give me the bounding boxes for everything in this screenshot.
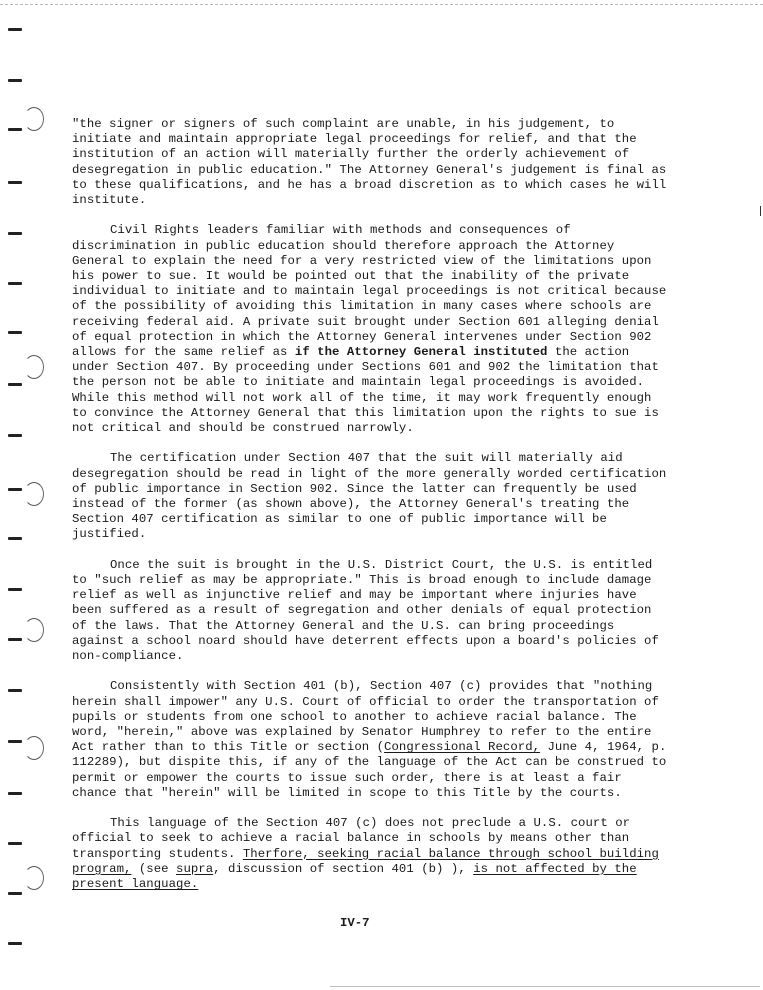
- emphasis-text: if the Attorney General instituted: [294, 345, 548, 360]
- margin-mark: [8, 331, 22, 334]
- punch-hole: [24, 618, 44, 642]
- paragraph-district-court: [72, 558, 672, 664]
- punch-hole: [24, 107, 44, 131]
- margin-mark: [8, 383, 22, 386]
- paragraph-text: (see: [131, 861, 177, 876]
- margin-mark: [8, 232, 22, 235]
- paragraph-text: June 4, 1964, p. 112289), but dispite this, if any of the language of the Act can be construed to permit or empower the courts to issue such order, there is at least a fair chance that "herein" will be limited in scope to this Title by the courts.: [72, 740, 667, 800]
- punch-hole: [24, 736, 44, 760]
- page-number: IV-7: [340, 916, 370, 930]
- paragraph-text: Once the suit is brought in the U.S. District Court, the U.S. is entitled to "such relief as may be appropriate." This is broad enough to include damage relief as well as injunctive relief and may be important where injuries have been suffered as a result of segregation and other denials of equal protection of the laws. That the Attorney General and the U.S. can bring proceedings against a school noard should have deterrent effects upon a board's policies of non-compliance.: [72, 557, 659, 664]
- paragraph-certification: [72, 451, 672, 542]
- underlined-text: supra: [176, 861, 214, 876]
- margin-mark: [8, 588, 22, 591]
- paragraph-text: The certification under Section 407 that the suit will materially aid desegregation should be read in light of the more generally worded certification of public importance in Section 902. Since the latter can frequently be used instead of the former (as shown above), the Attorney General's treating the Section 407 certification as similar to one of public importance will be justified.: [72, 451, 667, 542]
- paragraph-text: , discussion of section 401 (b) ),: [213, 861, 474, 876]
- paragraph-text: Civil Rights leaders familiar with methods and consequences of discrimination in public education should therefore approach the Attorney General to explain the need for a very restricted view of the limitations upon his power to sue. It would be pointed out that the inability of the private individual to initiate and to maintain legal proceedings is not critical because of the possibility of avoiding this limitation in many cases where schools are receiving federal aid. A private suit brought under Section 601 alleging denial of equal protection in which the Attorney General intervenes under Section 902 allows for the same relief as: [72, 223, 667, 360]
- margin-mark: [8, 79, 22, 82]
- margin-mark: [8, 842, 22, 845]
- paragraph-section-401: [72, 679, 672, 801]
- margin-mark: [8, 537, 22, 540]
- paragraph-quote: [72, 117, 672, 208]
- paragraph-text: "the signer or signers of such complaint are unable, in his judgement, to initiate and maintain appropriate legal proceedings for relief, and that the institution of an action will materially further the orderly achievement of desegregation in public education." The Attorney General's judgement is final as to these qualifications, and he has a broad discretion as to which cases he will institute.: [72, 117, 667, 208]
- margin-mark: [8, 740, 22, 743]
- margin-mark: [8, 28, 22, 31]
- top-scan-edge: [0, 4, 763, 5]
- margin-mark: [8, 128, 22, 131]
- margin-mark: [8, 792, 22, 795]
- margin-mark: [8, 638, 22, 641]
- margin-mark: [8, 892, 22, 895]
- paragraph-text: the action under Section 407. By proceeding under Sections 601 and 902 the limitation that the person not be able to initiate and maintain legal proceedings is avoided. While this method will not work all of the time, it may work frequently enough to convince the Attorney General that this limitation upon the rights to sue is not critical and should be construed narrowly.: [72, 345, 659, 436]
- punch-hole: [24, 355, 44, 379]
- paragraph-text: Consistently with Section 401 (b), Section 407 (c) provides that "nothing herein shall impower" any U.S. Court of official to order the transportation of pupils or students from one school to another to achieve racial balance. The word, "herein," above was explained by Senator Humphrey to refer to the entire Act rather than to this Title or section (: [72, 679, 659, 755]
- bottom-scan-edge: [330, 986, 760, 987]
- underlined-text: Therfore, seeking racial balance through school building program,: [72, 846, 659, 876]
- paragraph-text: This language of the Section 407 (c) does not preclude a U.S. court or official to seek to achieve a racial balance in schools by means other than transporting students.: [72, 816, 631, 861]
- margin-mark: [8, 488, 22, 491]
- underlined-text: is not affected by the present language.: [72, 861, 637, 892]
- paragraph-civil-rights-leaders: [72, 223, 672, 436]
- body-text: [72, 117, 672, 892]
- citation-underlined: Congressional Record,: [384, 740, 541, 755]
- margin-mark: [8, 434, 22, 437]
- margin-mark: [8, 689, 22, 692]
- punch-hole: [24, 482, 44, 506]
- punch-hole: [24, 866, 44, 890]
- margin-mark: [8, 942, 22, 945]
- paragraph-racial-balance: [72, 816, 672, 892]
- edge-tick: [760, 206, 761, 216]
- margin-mark: [8, 181, 22, 184]
- margin-mark: [8, 282, 22, 285]
